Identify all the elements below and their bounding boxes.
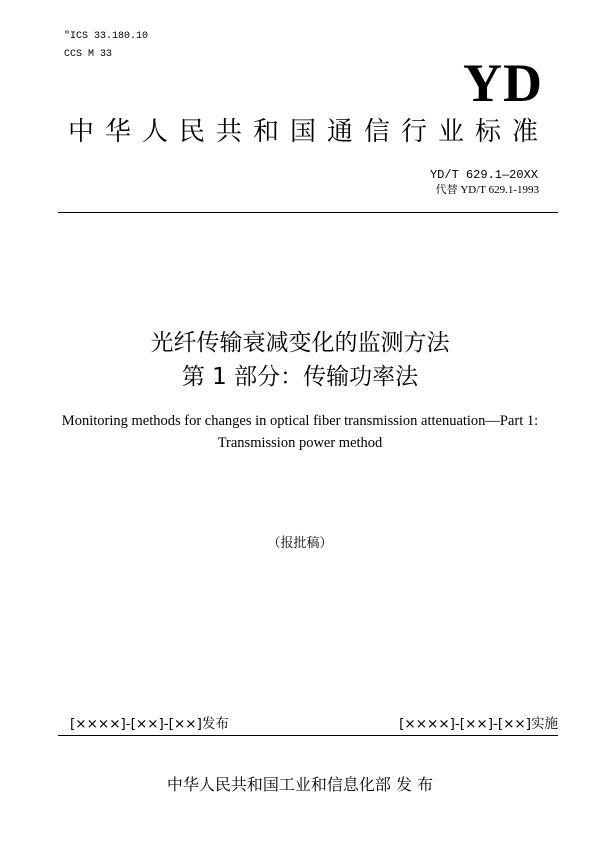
standard-category-title: 中华人民共和国通信行业标准 <box>68 117 550 147</box>
english-title-line-1: Monitoring methods for changes in optical fiber transmission attenuation—Part 1: <box>61 413 539 429</box>
chinese-title-line-2: 第 1 部分：传输功率法 <box>181 364 419 390</box>
yd-logo: YD <box>463 53 543 113</box>
top-divider <box>58 212 558 213</box>
publish-date: [××××]-[××]-[××]发布 <box>70 716 229 732</box>
chinese-title-line-1: 光纤传输衰减变化的监测方法 <box>150 330 450 356</box>
replaces-standard: 代替 YD/T 629.1-1993 <box>435 184 539 196</box>
draft-status: （报批稿） <box>267 536 333 551</box>
ics-code: "ICS 33.180.10 <box>64 31 149 42</box>
document-number: YD/T 629.1—20XX <box>429 168 538 182</box>
bottom-divider <box>58 735 558 736</box>
issuing-authority: 中华人民共和国工业和信息化部 发 布 <box>166 775 434 794</box>
implement-date: [××××]-[××]-[××]实施 <box>399 716 558 732</box>
english-title-line-2: Transmission power method <box>217 435 383 451</box>
ccs-code: CCS M 33 <box>64 49 113 60</box>
